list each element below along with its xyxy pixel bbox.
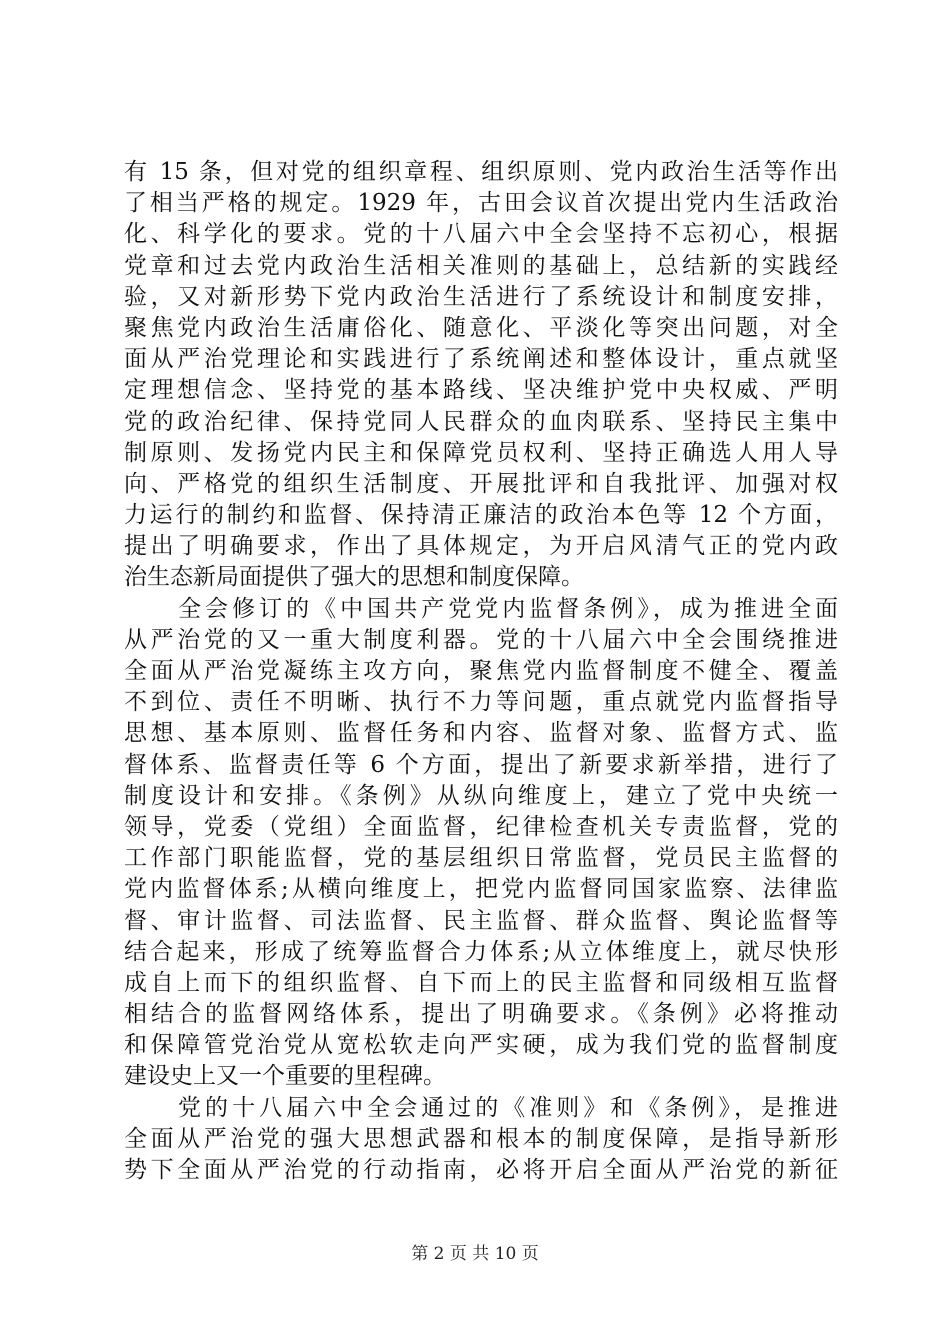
text-line: 和保障管党治党从宽松软走向严实硬，成为我们党的监督制度 — [124, 1032, 838, 1059]
text-line: 结合起来，形成了统筹监督合力体系;从立体维度上，就尽快形 — [124, 938, 838, 965]
text-line: 成自上而下的组织监督、自下而上的民主监督和同级相互监督 — [124, 969, 838, 996]
text-line: 全面从严治党的强大思想武器和根本的制度保障，是指导新形 — [124, 1125, 838, 1152]
text-line: 党的十八届六中全会通过的《准则》和《条例》，是推进 — [124, 1094, 838, 1121]
text-line: 领导，党委（党组）全面监督，纪律检查机关专责监督，党的 — [124, 813, 838, 840]
text-line: 面从严治党理论和实践进行了系统阐述和整体设计，重点就坚 — [124, 346, 838, 373]
text-line: 党的政治纪律、保持党同人民群众的血肉联系、坚持民主集中 — [124, 408, 838, 435]
text-line: 化、科学化的要求。党的十八届六中全会坚持不忘初心，根据 — [124, 221, 838, 248]
text-line: 向、严格党的组织生活制度、开展批评和自我批评、加强对权 — [124, 470, 838, 497]
text-line: 从严治党的又一重大制度利器。党的十八届六中全会围绕推进 — [124, 626, 838, 653]
text-line: 党章和过去党内政治生活相关准则的基础上，总结新的实践经 — [124, 252, 838, 279]
text-line: 聚焦党内政治生活庸俗化、随意化、平淡化等突出问题，对全 — [124, 314, 838, 341]
text-line: 思想、基本原则、监督任务和内容、监督对象、监督方式、监 — [124, 720, 838, 747]
text-line: 全会修订的《中国共产党党内监督条例》，成为推进全面 — [124, 595, 838, 622]
text-line: 验，又对新形势下党内政治生活进行了系统设计和制度安排， — [124, 283, 838, 310]
text-line: 党内监督体系;从横向维度上，把党内监督同国家监察、法律监 — [124, 876, 838, 903]
text-line: 制度设计和安排。《条例》从纵向维度上，建立了党中央统一 — [124, 782, 838, 809]
text-line: 督体系、监督责任等 6 个方面，提出了新要求新举措，进行了 — [124, 751, 838, 778]
text-line: 势下全面从严治党的行动指南，必将开启全面从严治党的新征 — [124, 1157, 838, 1183]
text-line: 全面从严治党凝练主攻方向，聚焦党内监督制度不健全、覆盖 — [124, 658, 838, 684]
text-line: 治生态新局面提供了强大的思想和制度保障。 — [124, 564, 584, 591]
body-text — [124, 157, 838, 1186]
text-line: 有 15 条，但对党的组织章程、组织原则、党内政治生活等作出 — [124, 159, 838, 185]
text-line: 工作部门职能监督，党的基层组织日常监督，党员民主监督的 — [124, 845, 838, 872]
text-line: 相结合的监督网络体系，提出了明确要求。《条例》必将推动 — [124, 1001, 838, 1028]
text-line: 了相当严格的规定。1929 年，古田会议首次提出党内生活政治 — [124, 190, 838, 217]
text-line: 制原则、发扬党内民主和保障党员权利、坚持正确选人用人导 — [124, 439, 838, 466]
page-footer: 第 2 页 共 10 页 — [411, 1244, 539, 1264]
text-line: 力运行的制约和监督、保持清正廉洁的政治本色等 12 个方面， — [124, 502, 838, 529]
text-line: 定理想信念、坚持党的基本路线、坚决维护党中央权威、严明 — [124, 377, 838, 404]
text-line: 不到位、责任不明晰、执行不力等问题，重点就党内监督指导 — [124, 689, 838, 716]
text-line: 督、审计监督、司法监督、民主监督、群众监督、舆论监督等 — [124, 907, 838, 934]
text-line: 建设史上又一个重要的里程碑。 — [124, 1063, 446, 1090]
text-line: 提出了明确要求，作出了具体规定，为开启风清气正的党内政 — [124, 533, 838, 560]
